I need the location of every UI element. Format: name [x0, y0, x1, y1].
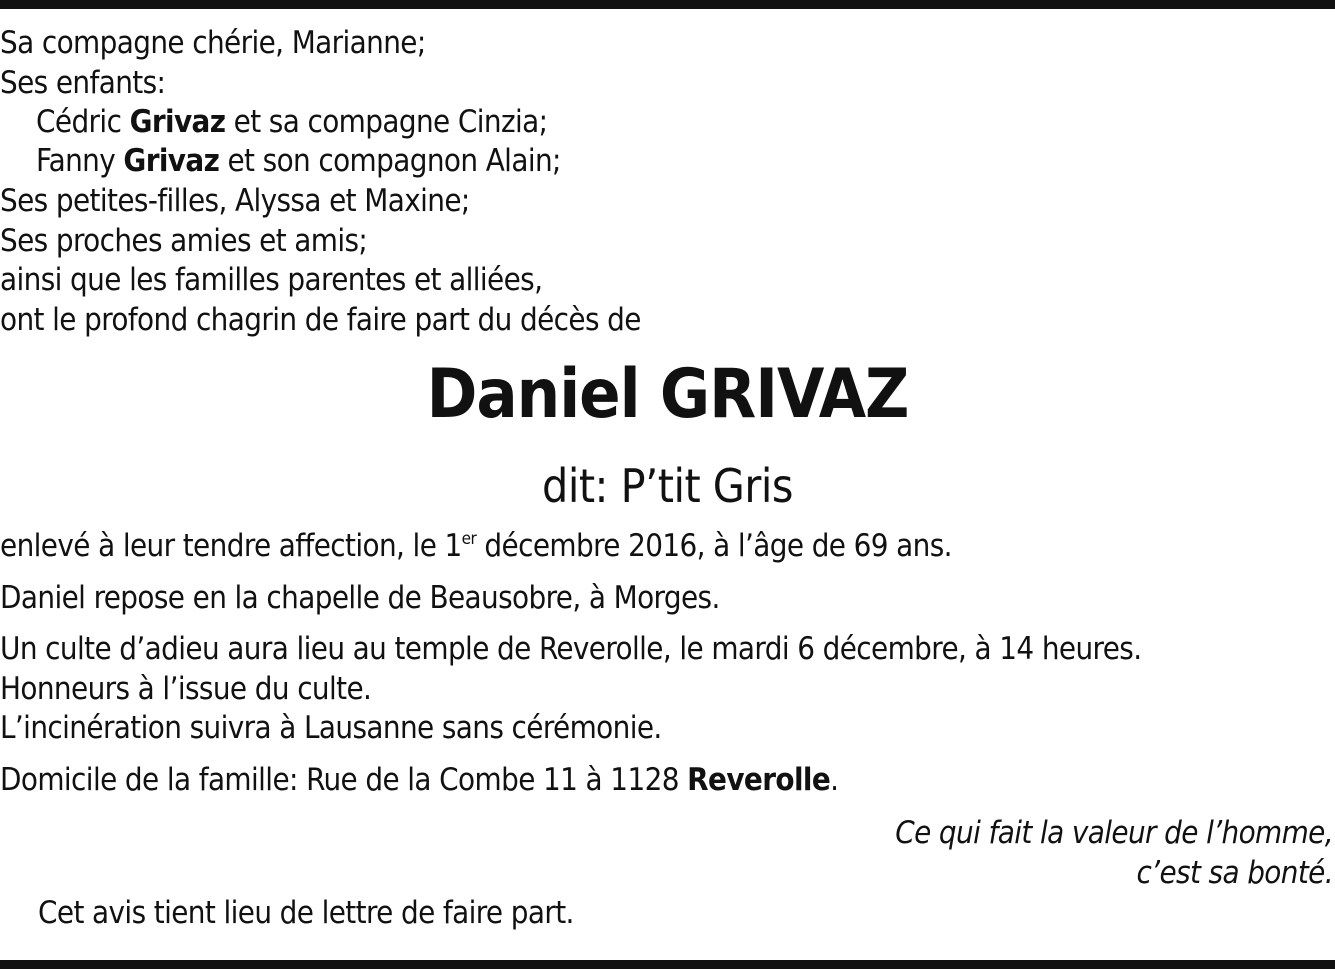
cremation-line: L’incinération suivra à Lausanne sans cérémonie.: [0, 710, 662, 746]
mourner-line: Ses proches amies et amis;: [0, 223, 368, 259]
child-line: [36, 143, 561, 179]
child-rest: et son compagnon Alain;: [219, 143, 561, 179]
child-first-name: Cédric: [36, 104, 130, 140]
domicile-address: Domicile de la famille: Rue de la Combe 11 à 1128: [0, 762, 688, 798]
quote-line: c’est sa bonté.: [1136, 855, 1333, 891]
repose-line: Daniel repose en la chapelle de Beausobre, à Morges.: [0, 580, 720, 616]
quote-line: Ce qui fait la valeur de l’homme,: [895, 815, 1333, 851]
mourner-line: ont le profond chagrin de faire part du décès de: [0, 302, 641, 338]
child-rest: et sa compagne Cinzia;: [225, 104, 548, 140]
ceremony-line: Un culte d’adieu aura lieu au temple de Reverolle, le mardi 6 décembre, à 14 heures.: [0, 631, 1142, 667]
death-text: enlevé à leur tendre affection, le 1: [0, 528, 462, 564]
mourner-line: Ses petites-filles, Alyssa et Maxine;: [0, 183, 470, 219]
footer-note: Cet avis tient lieu de lettre de faire part.: [38, 895, 574, 931]
domicile-line: [0, 762, 838, 798]
death-notice-line: [0, 528, 952, 564]
death-text: décembre 2016, à l’âge de 69 ans.: [476, 528, 952, 564]
mourner-line: Ses enfants:: [0, 65, 166, 101]
child-first-name: Fanny: [36, 143, 124, 179]
domicile-period: .: [830, 762, 839, 798]
child-surname: Grivaz: [123, 143, 220, 179]
domicile-town: Reverolle: [687, 762, 831, 798]
child-surname: Grivaz: [129, 104, 226, 140]
honours-line: Honneurs à l’issue du culte.: [0, 671, 372, 707]
deceased-nickname: dit: P’tit Gris: [542, 459, 793, 513]
child-line: [36, 104, 547, 140]
mourner-line: Sa compagne chérie, Marianne;: [0, 25, 426, 61]
ordinal-suffix: er: [461, 529, 477, 549]
top-rule: [0, 0, 1335, 9]
bottom-rule: [0, 960, 1335, 969]
mourner-line: ainsi que les familles parentes et alliées,: [0, 262, 543, 298]
deceased-name: Daniel GRIVAZ: [426, 355, 909, 434]
